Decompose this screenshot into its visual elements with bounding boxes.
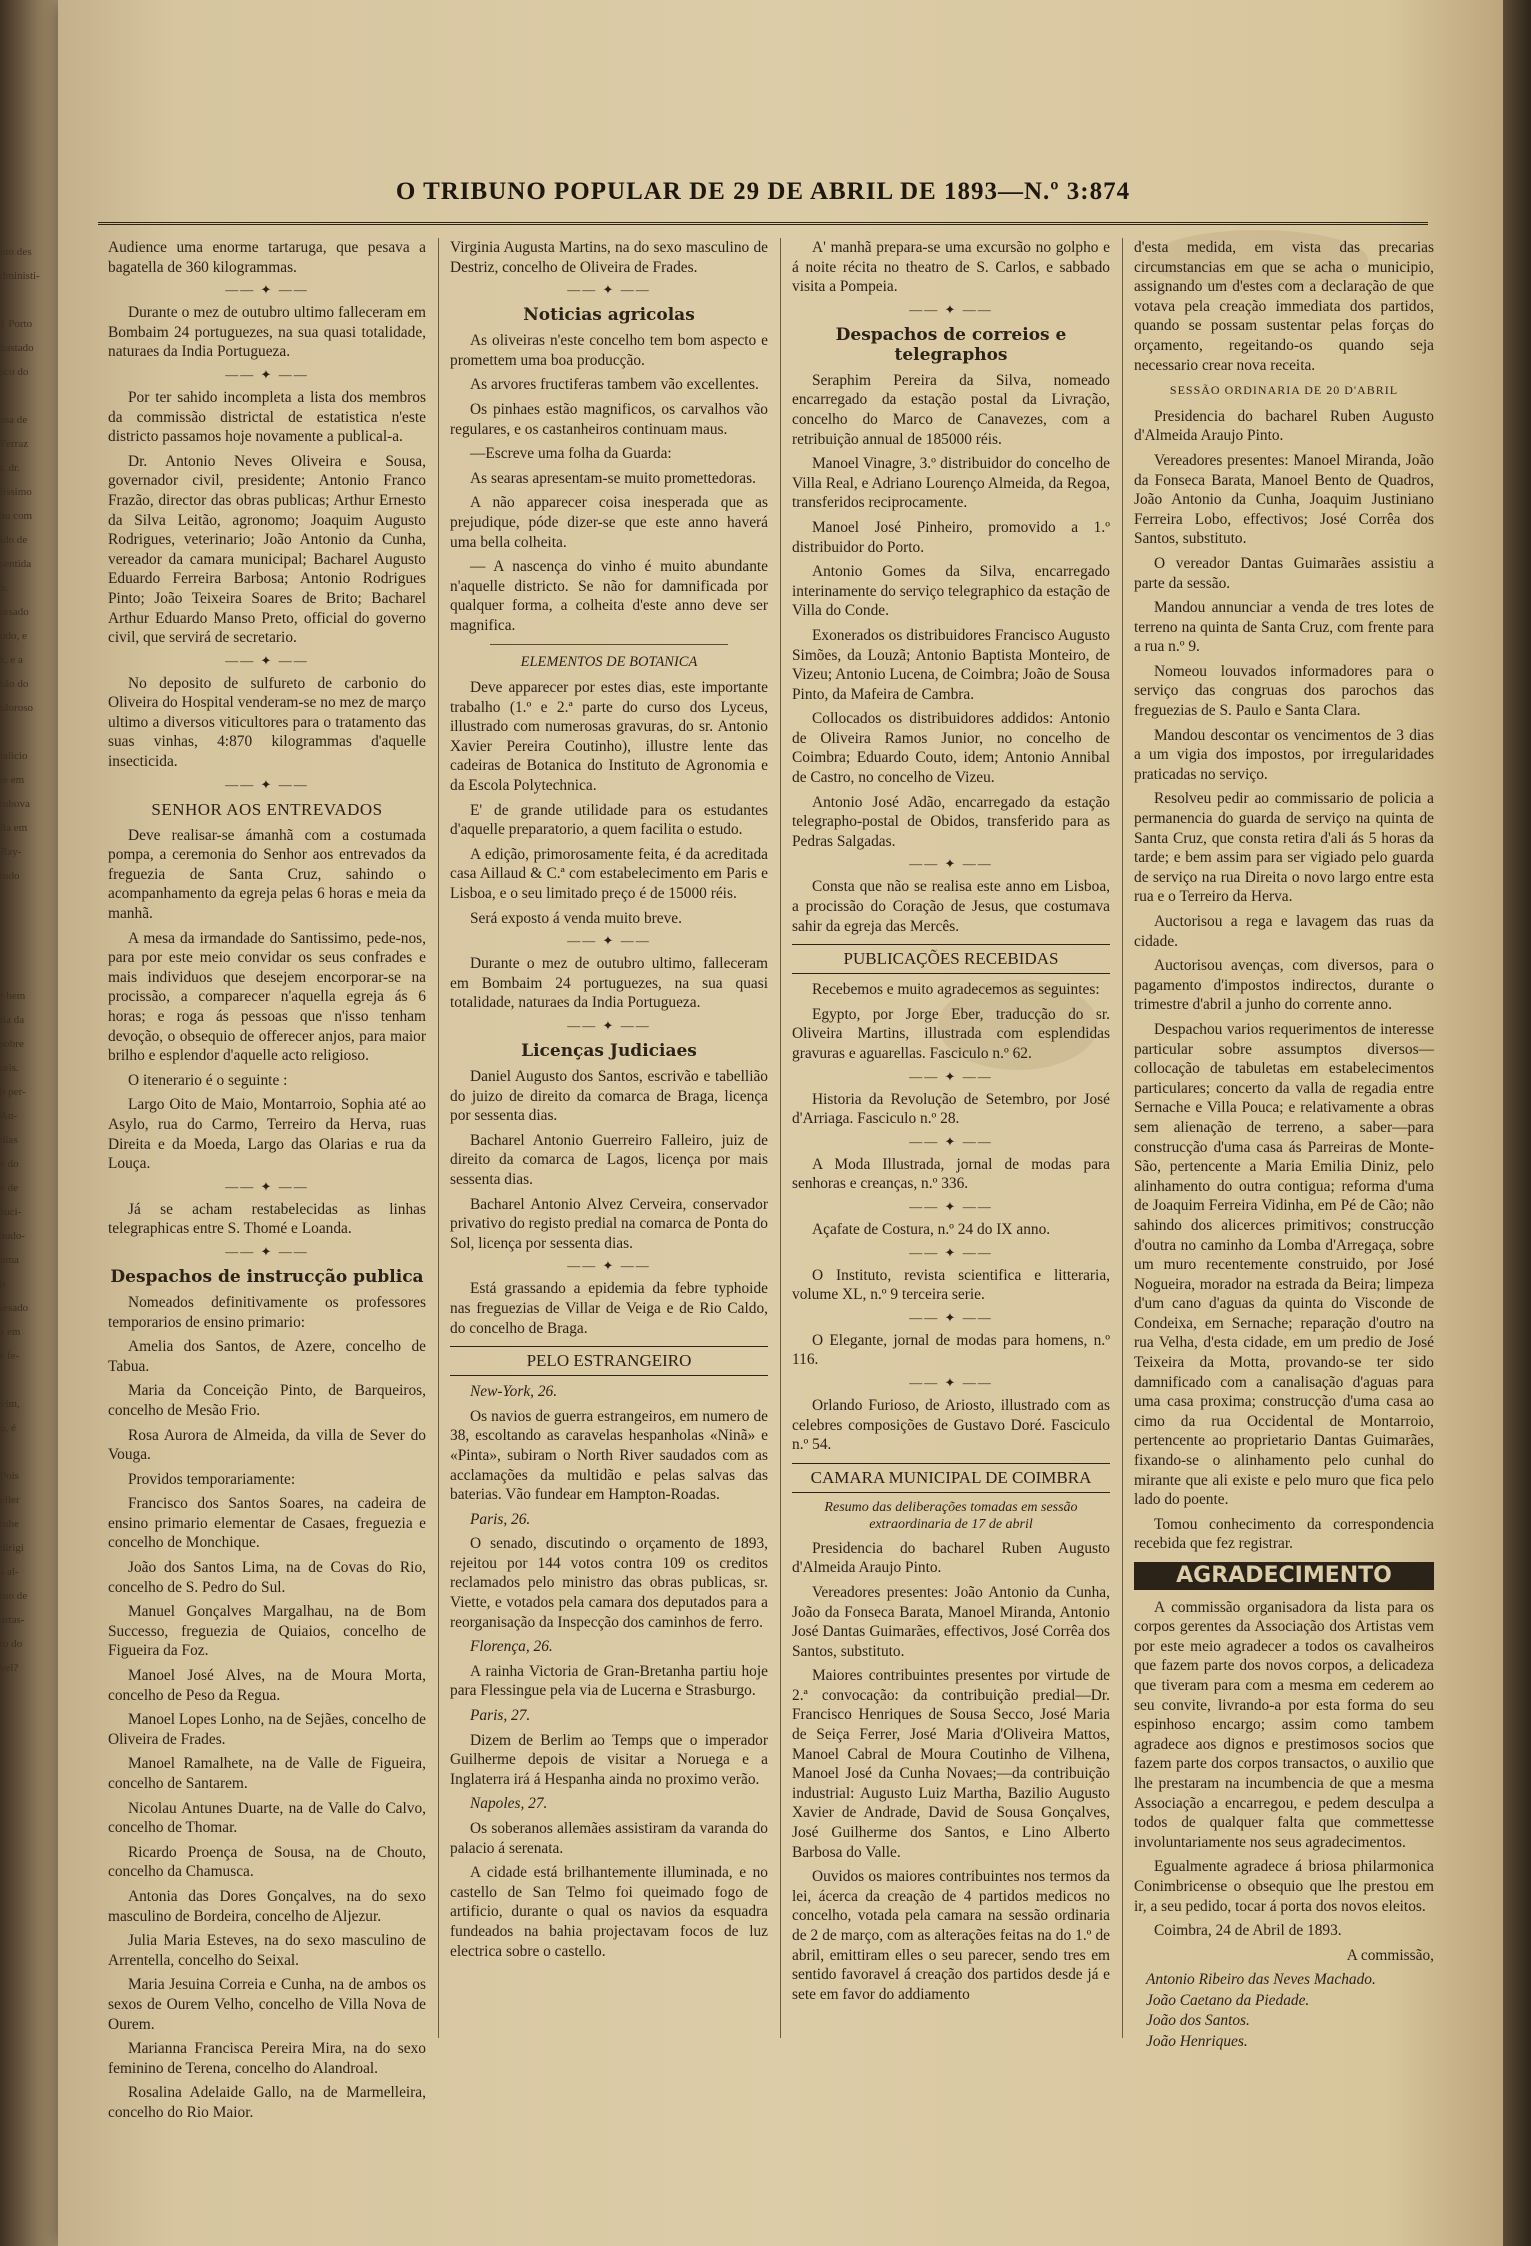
section-heading: Licenças Judiciaes bbox=[521, 1041, 697, 1061]
article-paragraph: Manoel Ramalhete, na de Valle de Figueira, concelho de Santarem. bbox=[108, 1755, 426, 1792]
facing-page-line: audo- bbox=[0, 1230, 26, 1242]
article-paragraph: As oliveiras n'este concelho tem bom aspecto e promettem uma boa producção. bbox=[450, 332, 768, 369]
signature-line: Antonio Ribeiro das Neves Machado. bbox=[1146, 1971, 1376, 1989]
article-paragraph: A Moda Illustrada, jornal de modas para senhoras e creanças, n.º 336. bbox=[792, 1155, 1110, 1193]
facing-page-line: dirigi bbox=[0, 1542, 24, 1554]
facing-page-line: vim, bbox=[0, 1398, 20, 1410]
article-paragraph: Bacharel Antonio Guerreiro Falleiro, juiz de direito da comarca de Lagos, licença por mais sessenta dias. bbox=[450, 1131, 768, 1188]
ornament-separator bbox=[792, 1311, 1110, 1325]
article-paragraph: Manoel Vinagre, 3.º distribuidor do concelho de Villa Real, e Adriano Lourenço Almeida, da Regoa, transferidos reciprocamente. bbox=[792, 455, 1110, 512]
facing-page-line: s em bbox=[0, 1326, 21, 1338]
facing-page-line: s al- bbox=[0, 1566, 19, 1578]
facing-page-line: z, e a bbox=[0, 654, 23, 666]
article-paragraph: Bacharel Antonio Alvez Cerveira, conservador privativo do registo predial na comarca de Ponta do Sol, licença por sessenta dias. bbox=[450, 1195, 768, 1252]
article-paragraph: Ricardo Proença de Sousa, na de Chouto, concelho da Chamusca. bbox=[108, 1843, 426, 1881]
article-paragraph: Vereadores presentes: Manoel Miranda, João da Fonseca Barata, Manoel Bento de Quadros, João Antonio da Cunha, Joaquim Justiniano Ferreira Lobo, effectivos; José Corrêa dos Santos, substituto. bbox=[1134, 451, 1434, 548]
facing-page-line: ila em bbox=[0, 822, 28, 834]
ornament-separator bbox=[450, 934, 768, 948]
facing-page-line: dministi- bbox=[0, 270, 40, 282]
section-heading: Despachos de correios e telegraphos bbox=[835, 324, 1067, 365]
facing-page-line: r. dr. bbox=[0, 462, 20, 474]
article-paragraph: Está grassando a epidemia da febre typhoide nas freguezias de Villar de Veiga e de Rio Caldo, do concelho de Braga. bbox=[450, 1280, 768, 1337]
column-rule bbox=[1122, 238, 1123, 2038]
section-subtitle: Resumo das deliberações tomadas em sessão extraordinaria de 17 de abril bbox=[824, 1499, 1078, 1532]
facing-page-line bbox=[0, 912, 44, 936]
section-heading: Noticias agricolas bbox=[523, 305, 695, 326]
article-paragraph: A' manhã prepara-se uma excursão no golpho e á noite récita no theatro de S. Carlos, e sabbado visita a Pompeia. bbox=[792, 239, 1110, 296]
article-paragraph: Nicolau Antunes Duarte, na de Valle do Calvo, concelho de Thomar. bbox=[108, 1799, 426, 1837]
ornament-separator bbox=[792, 1246, 1110, 1260]
facing-page-line: suci- bbox=[0, 1206, 22, 1218]
ornament-separator bbox=[108, 1180, 426, 1194]
facing-page-line: o, é bbox=[0, 1422, 16, 1434]
facing-page-line: Ray- bbox=[0, 846, 22, 858]
signature-line: João Caetano da Piedade. bbox=[1146, 1991, 1310, 2009]
article-paragraph: Egypto, por Jorge Eber, traducção do sr. Oliveira Martins, illustrada com esplendidas gravuras e aguarellas. Fasciculo n.º 62. bbox=[792, 1005, 1110, 1062]
facing-page-line: mbova bbox=[0, 798, 30, 810]
ornament-separator bbox=[792, 857, 1110, 871]
facing-page-line: e de bbox=[0, 1182, 19, 1194]
article-paragraph: Manuel Gonçalves Margalhau, na de Bom Successo, freguezia de Quiaios, concelho de Figueira da Foz. bbox=[108, 1603, 426, 1660]
article-paragraph: No deposito de sulfureto de carbonio do Oliveira do Hospital venderam-se no mez de março ultimo a diversos viticultores para o tratamento das suas vinhas, 4:870 kilogrammas d'aquelle insecticida. bbox=[108, 674, 426, 771]
facing-page-line: uma bbox=[0, 1254, 19, 1266]
article-paragraph: d'esta medida, em vista das precarias circumstancias em que se acha o municipio, assignando um d'estes com a declaração de que votava pela creação immediata dos partidos, quando se possam sustentar pelas forças do orçamento, regeitando-os quando seja necessario crear nova receita. bbox=[1134, 239, 1434, 374]
ornament-separator bbox=[108, 654, 426, 668]
article-paragraph: Resolveu pedir ao commissario de policia a permanencia do guarda de serviço na quinta de Santa Cruz, que consta retira d'ali ás 5 horas da tarde; e bem assim para ser vigiado pelo guarda de serviço na rua Direita o novo largo entre esta rua e o Terreiro da Herva. bbox=[1134, 790, 1434, 906]
facing-page-line: tudo bbox=[0, 870, 20, 882]
facing-page-line: Pois bbox=[0, 1470, 19, 1482]
column-2 bbox=[450, 238, 768, 2078]
article-paragraph: Açafate de Costura, n.º 24 do IX anno. bbox=[812, 1220, 1051, 1238]
session-heading: SESSÃO ORDINARIA DE 20 D'ABRIL bbox=[1169, 383, 1399, 398]
article-paragraph: Despachou varios requerimentos de interesse particular sobre assumptos diversos—collocação de tabuletas em estabelecimentos particulares; concerto da valla de regadia entre Sernache e Villa Pouca; e relativamente a obras sem alienação de terreno, a saber—para construcção d'uma casa ás Parreiras de Monte-São, pertencente a Maria Emilia Diniz, pelo alinhamento do outra contigua; reforma d'uma de Joaquim Ferreira Vidinha, em Pé de Cão; não sahindo dos alicerces primitivos; construcção d'outra no caminho da Lomba d'Arregaça, sobre um muro recentemente construido, por José Nogueira, morador na estrada da Beira; limpeza d'um cano d'aguas da quinta do Visconde de Condeixa, em Sernache; reparação d'outro na rua Velha, d'esta cidade, em um predio de José Teixeira da Motta, provando-se ter sido damnificado com a canalisação d'aguas para uma casa proxima; construcção d'uma casa ao cimo da rua Occidental de Montarroio, pertencente ao proprietario Dantas Guimarães, fixando-se o alinhamento pelo cunhal do mirante que ali existe e pelo muro que fica pelo lado do poente. bbox=[1134, 1020, 1434, 1509]
ornament-separator bbox=[450, 1259, 768, 1273]
facing-page-line: são do bbox=[0, 678, 29, 690]
article-paragraph: O itenerario é o seguinte : bbox=[128, 1071, 288, 1089]
dateline: Napoles, 27. bbox=[470, 1795, 548, 1813]
ornament-separator bbox=[792, 1135, 1110, 1149]
facing-page-line bbox=[0, 1440, 44, 1464]
facing-page-line: r bem bbox=[0, 990, 26, 1002]
facing-page-line: lissimo bbox=[0, 486, 32, 498]
article-paragraph: A edição, primorosamente feita, é da acreditada casa Aillaud & C.ª com estabelecimento em Paris e Lisboa, e o seu limitado preço é de 15000 réis. bbox=[450, 845, 768, 903]
ornament-separator bbox=[450, 283, 768, 297]
article-paragraph: Coimbra, 24 de Abril de 1893. bbox=[1154, 1922, 1342, 1940]
facing-page-line: artas- bbox=[0, 1614, 25, 1626]
article-paragraph: Tomou conhecimento da correspondencia recebida que fez registrar. bbox=[1134, 1515, 1434, 1553]
article-paragraph: O Elegante, jornal de modas para homens, n.º 116. bbox=[792, 1331, 1110, 1369]
signoff-line: A commissão, bbox=[1346, 1946, 1434, 1964]
article-paragraph: Maria da Conceição Pinto, de Barqueiros, concelho de Mesão Frio. bbox=[108, 1382, 426, 1419]
article-paragraph: Rosalina Adelaide Gallo, na de Marmelleira, concelho do Rio Maior. bbox=[108, 2084, 426, 2121]
column-3 bbox=[792, 238, 1110, 2078]
article-paragraph: Presidencia do bacharel Ruben Augusto d'Almeida Araujo Pinto. bbox=[1134, 407, 1434, 445]
article-paragraph: Seraphim Pereira da Silva, nomeado encarregado da estação postal da Livração, concelho do Marco de Canavezes, com a retribuição annual de 185000 réis. bbox=[792, 371, 1110, 448]
newspaper-page bbox=[58, 0, 1503, 2246]
facing-page-line: asa de bbox=[0, 414, 28, 426]
ornament-separator bbox=[450, 1019, 768, 1033]
ornament-separator bbox=[108, 778, 426, 792]
header-rule bbox=[98, 222, 1428, 225]
article-paragraph: E' de grande utilidade para os estudantes d'aquelle preparatorio, a quem facilita o estudo. bbox=[450, 801, 768, 839]
ornament-separator bbox=[792, 303, 1110, 317]
facing-page-line bbox=[0, 720, 44, 744]
article-paragraph: Antonia das Dores Gonçalves, na do sexo masculino de Bordeira, concelho de Aljezur. bbox=[108, 1887, 426, 1925]
dateline: Paris, 26. bbox=[470, 1510, 531, 1528]
ornament-separator bbox=[108, 283, 426, 297]
facing-page-line: resado bbox=[0, 606, 29, 618]
facing-page-line: h. bbox=[0, 582, 9, 594]
signature-line: João Henriques. bbox=[1146, 2033, 1248, 2051]
facing-page-line: 1 Porto bbox=[0, 318, 33, 330]
ornament-separator bbox=[792, 1200, 1110, 1214]
facing-page-line: dias bbox=[0, 1134, 18, 1146]
article-paragraph: Manoel José Pinheiro, promovido a 1.º distribuidor do Porto. bbox=[792, 518, 1110, 556]
ornament-separator bbox=[792, 1376, 1110, 1390]
article-paragraph: Daniel Augusto dos Santos, escrivão e tabellião do juizo de direito da comarca de Braga, licença por sessenta dias. bbox=[450, 1068, 768, 1125]
ornament-separator bbox=[108, 1245, 426, 1259]
article-paragraph: Julia Maria Esteves, na do sexo masculino de Arrentella, concelho do Seixal. bbox=[108, 1932, 426, 1969]
facing-page-line: iesado bbox=[0, 1302, 29, 1314]
article-paragraph: Mandou descontar os vencimentos de 3 dias a um vigia dos impostos, por irregularidades praticadas no serviço. bbox=[1134, 726, 1434, 783]
facing-page-line: oloroso bbox=[0, 702, 33, 714]
section-heading: ELEMENTOS DE BOTANICA bbox=[520, 653, 698, 670]
divider bbox=[490, 644, 728, 645]
facing-page-line: ido de bbox=[0, 534, 28, 546]
ornament-separator bbox=[108, 368, 426, 382]
article-paragraph: Presidencia do bacharel Ruben Augusto d'Almeida Araujo Pinto. bbox=[792, 1539, 1110, 1577]
column-rule bbox=[780, 238, 781, 2038]
article-paragraph: Maria Jesuina Correia e Cunha, na de ambos os sexos de Ourem Velho, concelho de Villa Nova de Ourem. bbox=[108, 1976, 426, 2033]
article-paragraph: Exonerados os distribuidores Francisco Augusto Simões, da Louzã; Antonio Baptista Monteiro, de Vizeu; Antonio Lucena, de Coimbra; João de Sousa Pinto, da Mafeira de Cambra. bbox=[792, 626, 1110, 703]
facing-page-line bbox=[0, 936, 44, 960]
article-paragraph: Os navios de guerra estrangeiros, em numero de 38, escoltando as caravelas hespanholas «Ninã» e «Pinta», subiram o North River saudados com as acclamações da multidão e pelas salvas das baterias. Vão fundear em Hampton-Roadas. bbox=[450, 1407, 768, 1504]
facing-page-line bbox=[0, 384, 44, 408]
article-paragraph: — A nascença do vinho é muito abundante n'aquelle districto. Se não for damnificada por qualquer forma, a colheita d'este anno deve ser magnifica. bbox=[450, 558, 768, 634]
facing-page-line: mo de bbox=[0, 1590, 28, 1602]
article-paragraph: Antonio Gomes da Silva, encarregado interinamente do serviço telegraphico da estação de Villa do Conde. bbox=[792, 563, 1110, 620]
facing-page-line: vel? bbox=[0, 1662, 19, 1674]
article-paragraph: Providos temporariamente: bbox=[128, 1470, 296, 1488]
article-paragraph: Orlando Furioso, de Ariosto, illustrado com as celebres composições de Gustavo Doré. Fasciculo n.º 54. bbox=[792, 1396, 1110, 1454]
column-4 bbox=[1134, 238, 1434, 2078]
facing-page-line: tia da bbox=[0, 1014, 25, 1026]
article-paragraph: Os soberanos allemães assistiram da varanda do palacio á serenata. bbox=[450, 1820, 768, 1857]
article-paragraph: Nomeou louvados informadores para o serviço das congruas dos parochos das freguezias de S. Paulo e Santa Clara. bbox=[1134, 662, 1434, 720]
article-paragraph: Consta que não se realisa este anno em Lisboa, a procissão do Coração de Jesus, que costumava sahir da egreja das Mercês. bbox=[792, 878, 1110, 935]
page-header: O TRIBUNO POPULAR DE 29 DE ABRIL DE 1893—N.º 3:874 bbox=[395, 178, 1131, 205]
article-paragraph: João dos Santos Lima, na de Covas do Rio, concelho de S. Pedro do Sul. bbox=[108, 1559, 426, 1596]
article-paragraph: Largo Oito de Maio, Montarroio, Sophia até ao Asylo, rua do Carmo, Terreiro da Herva, ruas Direita e da Moeda, Largo das Olarias e rua da Louça. bbox=[108, 1096, 426, 1173]
article-paragraph: A rainha Victoria de Gran-Bretanha partiu hoje para Flessingue pela via de Lucerna e Strasburgo. bbox=[450, 1662, 768, 1700]
article-paragraph: A commissão organisadora da lista para os corpos gerentes da Associação dos Artistas vem por este meio agradecer a todos os cavalheiros que fazem parte dos novos corpos, a delicadeza que tiveram para com a mesma em cederem ao seu convite, livrando-a por esta forma do seu espinhoso encargo; assim como tambem agradece aos dignos e prestimosos socios que fazem parte dos corpos transactos, o auxilio que lhe prestaram na incumbencia de que a mesma Associação a encarregou, e pedem desculpa a todos de qualquer falta que commettesse involuntariamente nos seus agradecimentos. bbox=[1134, 1598, 1434, 1851]
dateline: New-York, 26. bbox=[470, 1383, 558, 1401]
notice-title: AGRADECIMENTO bbox=[1134, 1562, 1434, 1590]
facing-page-line bbox=[0, 960, 44, 984]
article-paragraph: Vereadores presentes: João Antonio da Cunha, João da Fonseca Barata, Manoel Miranda, Antonio José Dantas Guimarães, effectivos, José Corrêa dos Santos, substituto. bbox=[792, 1583, 1110, 1660]
section-heading: PELO ESTRANGEIRO bbox=[450, 1346, 768, 1376]
facing-page-line: eller bbox=[0, 1494, 20, 1506]
article-paragraph: Dizem de Berlim ao Temps que o imperador Guilherme depois de visitar a Noruega e a Inglaterra irá á Hespanha ainda no proximo verão. bbox=[450, 1731, 768, 1788]
article-paragraph: Amelia dos Santos, de Azere, concelho de Tabua. bbox=[108, 1338, 426, 1375]
facing-page-line bbox=[0, 888, 44, 912]
facing-page-line: reis. bbox=[0, 1062, 19, 1074]
page-edge-shadow bbox=[1503, 0, 1531, 2246]
signature-line: João dos Santos. bbox=[1146, 2012, 1250, 2030]
facing-page-line: mhe bbox=[0, 1518, 19, 1530]
facing-page-line: An- bbox=[0, 1110, 18, 1122]
article-paragraph: As arvores fructiferas tambem vão excellentes. bbox=[470, 376, 759, 394]
article-paragraph: Antonio José Adão, encarregado da estação telegrapho-postal de Obidos, transferido para as Pedras Salgadas. bbox=[792, 793, 1110, 850]
article-paragraph: Maiores contribuintes presentes por virtude de 2.ª convocação: da contribuição predial—Dr. Francisco Henriques de Sousa Secco, José Maria de Seiça Ferrer, José Maria d'Oliveira Mattos, Manoel Cabral de Moura Coutinho de Vilhena, Manoel José da Cunha Novaes;—da contribuição industrial: Augusto Luiz Martha, Bazilio Augusto Xavier de Andrade, David de Sousa Gonçalves, José Guilherme dos Santos, e Lino Alberto Barbosa do Valle. bbox=[792, 1667, 1110, 1861]
facing-page-line: s fe- bbox=[0, 1350, 20, 1362]
article-paragraph: Auctorisou avenças, com diversos, para o pagamento d'impostos indirectos, durante o trimestre d'abril a junho do corrente anno. bbox=[1134, 957, 1434, 1014]
article-paragraph: Será exposto á venda muito breve. bbox=[470, 909, 682, 927]
article-paragraph: Audience uma enorme tartaruga, que pesava a bagatella de 360 kilogrammas. bbox=[108, 239, 426, 276]
section-heading: SENHOR AOS ENTREVADOS bbox=[151, 799, 383, 819]
article-paragraph: Os pinhaes estão magnificos, os carvalhos vão regulares, e os castanheiros continuam maus. bbox=[450, 400, 768, 438]
article-paragraph: Dr. Antonio Neves Oliveira e Sousa, governador civil, presidente; Antonio Franco Frazão, director das obras publicas; Arthur Ernesto da Silva Leitão, agronomo; Joaquim Augusto Rodrigues, veterinario; João Antonio da Cunha, vereador da camara municipal; Bacharel Augusto Eduardo Ferreira Barbosa; Antonio Rodrigues Pinto; João Teixeira Soares de Brito; Bacharel Arthur Eduardo Manso Preto, official do governo civil, que servirá de secretario. bbox=[108, 452, 426, 647]
facing-page-line: odo, e bbox=[0, 630, 27, 642]
facing-page-line: nto des bbox=[0, 246, 32, 258]
article-paragraph: A cidade está brilhantemente illuminada, e no castello de San Telmo foi queimado fogo de artificio, durante o qual os navios da esquadra fundeados na bahia projectavam focos de luz electrica sobre o castello. bbox=[450, 1864, 768, 1960]
facing-page-line: to do bbox=[0, 1638, 23, 1650]
facing-page-line: au com bbox=[0, 510, 33, 522]
ornament-separator bbox=[792, 1070, 1110, 1084]
article-paragraph: Virginia Augusta Martins, na do sexo masculino de Destriz, concelho de Oliveira de Frades. bbox=[450, 239, 768, 276]
article-paragraph: Rosa Aurora de Almeida, da villa de Sever do Vouga. bbox=[108, 1426, 426, 1464]
article-paragraph: Por ter sahido incompleta a lista dos membros da commissão districtal de estatistica n'este districto passamos hoje novamente a publical-a. bbox=[108, 388, 426, 446]
article-paragraph: Nomeados definitivamente os professores temporarios de ensino primario: bbox=[108, 1293, 426, 1331]
section-heading: PUBLICAÇÕES RECEBIDAS bbox=[792, 944, 1110, 974]
facing-page-line: talicio bbox=[0, 750, 28, 762]
facing-page-line: e do bbox=[0, 1158, 19, 1170]
article-paragraph: A não apparecer coisa inesperada que as prejudique, póde dizer-se que este anno haverá uma bella colheita. bbox=[450, 494, 768, 551]
article-paragraph: Durante o mez de outubro ultimo falleceram em Bombaim 24 portuguezes, na sua quasi totalidade, naturaes da India Portugueza. bbox=[108, 304, 426, 361]
article-paragraph: Ouvidos os maiores contribuintes nos termos da lei, ácerca da creação de 4 partidos medicos no concelho, votada pela camara na sessão ordinaria de 2 de março, com as alterações feitas na do 1.º de abril, emittiram elles o seu parecer, sendo tres em sentido favoravel á creação dos partidos desde já e sete em favor do addiamento bbox=[792, 1868, 1110, 2003]
facing-page-fragment bbox=[0, 240, 44, 1940]
column-1 bbox=[108, 238, 426, 2121]
article-paragraph: Collocados os distribuidores addidos: Antonio de Oliveira Ramos Junior, no concelho de Coimbra; Eduardo Couto, idem; Antonio Annibal de Castro, no concelho de Vizeu. bbox=[792, 710, 1110, 787]
article-paragraph: As searas apresentam-se muito promettedoras. bbox=[470, 469, 756, 487]
facing-page-line: Ferraz bbox=[0, 438, 29, 450]
article-paragraph: Manoel José Alves, na de Moura Morta, concelho de Peso da Regua. bbox=[108, 1667, 426, 1704]
article-paragraph: Auctorisou a rega e lavagem das ruas da cidade. bbox=[1134, 913, 1434, 950]
facing-page-line: te em bbox=[0, 774, 25, 786]
article-paragraph: Francisco dos Santos Soares, na cadeira de ensino primario elementar de Casaes, freguezia e concelho de Monchique. bbox=[108, 1495, 426, 1552]
article-paragraph: O vereador Dantas Guimarães assistiu a parte da sessão. bbox=[1134, 554, 1434, 592]
article-paragraph: Historia da Revolução de Setembro, por José d'Arriaga. Fasciculo n.º 28. bbox=[792, 1090, 1110, 1128]
article-paragraph: Marianna Francisca Pereira Mira, na do sexo feminino de Terena, concelho do Alandroal. bbox=[108, 2040, 426, 2077]
facing-page-line: sco do bbox=[0, 366, 29, 378]
article-paragraph: O senado, discutindo o orçamento de 1893, rejeitou por 144 votos contra 109 os creditos reclamados pelo ministro das obras publicas, sr. Viette, e votados pela camara dos deputados para a reorganisação da Inspecção dos caminhos de ferro. bbox=[450, 1535, 768, 1631]
facing-page-line: o per- bbox=[0, 1086, 26, 1098]
article-paragraph: A mesa da irmandade do Santissimo, pede-nos, para por este meio convidar os seus confrades e mais individuos que desejem encorporar-se na procissão, a comparecer n'aquella egreja ás 6 horas; e roga ás pessoas que n'isso tenham devoção, o obsequio de offerecer anjos, para maior brilho e esplendor d'aquelle acto religioso. bbox=[108, 929, 426, 1065]
facing-page-line bbox=[0, 288, 44, 312]
article-paragraph: Mandou annunciar a venda de tres lotes de terreno na quinta de Santa Cruz, com frente para a rua n.º 9. bbox=[1134, 599, 1434, 656]
facing-page-line: bastado bbox=[0, 342, 34, 354]
section-heading: Despachos de instrucção publica bbox=[110, 1266, 424, 1287]
section-heading: CAMARA MUNICIPAL DE COIMBRA bbox=[792, 1463, 1110, 1493]
column-rule bbox=[438, 238, 439, 2038]
dateline: Paris, 27. bbox=[470, 1707, 531, 1725]
article-paragraph: Deve realisar-se ámanhã com a costumada pompa, a ceremonia do Senhor aos entrevados da freguezia de Santa Cruz, sahindo o acompanhamento da egreja pelas 6 horas e meia da manhã. bbox=[108, 826, 426, 923]
article-paragraph: Já se acham restabelecidas as linhas telegraphicas entre S. Thomé e Loanda. bbox=[108, 1200, 426, 1238]
article-paragraph: Recebemos e muito agradecemos as seguintes: bbox=[812, 981, 1100, 999]
article-paragraph: Egualmente agradece á briosa philarmonica Conimbricense o obsequio que lhe prestou em ir, a seu pedido, tocar á porta dos novos eleitos. bbox=[1134, 1858, 1434, 1915]
article-paragraph: O Instituto, revista scientifica e litteraria, volume XL, n.º 9 terceira serie. bbox=[792, 1266, 1110, 1304]
article-paragraph: Durante o mez de outubro ultimo, falleceram em Bombaim 24 portuguezes, na sua quasi totalidade, naturaes da India Portugueza. bbox=[450, 955, 768, 1012]
facing-page-line: o bbox=[0, 1278, 6, 1290]
facing-page-line bbox=[0, 1368, 44, 1392]
dateline: Florença, 26. bbox=[470, 1638, 553, 1656]
facing-page-line: sentida bbox=[0, 558, 32, 570]
facing-page-line: sobre bbox=[0, 1038, 24, 1050]
article-paragraph: —Escreve uma folha da Guarda: bbox=[470, 445, 672, 463]
article-paragraph: Manoel Lopes Lonho, na de Sejães, concelho de Oliveira de Frades. bbox=[108, 1711, 426, 1748]
article-paragraph: Deve apparecer por estes dias, este importante trabalho (1.º e 2.ª parte do curso dos Lyceus, illustrado com numerosas gravuras, do sr. Antonio Xavier Pereira Coutinho), illustre lente das cadeiras de Botanica do Instituto de Agronomia e da Escola Polytechnica. bbox=[450, 679, 768, 795]
